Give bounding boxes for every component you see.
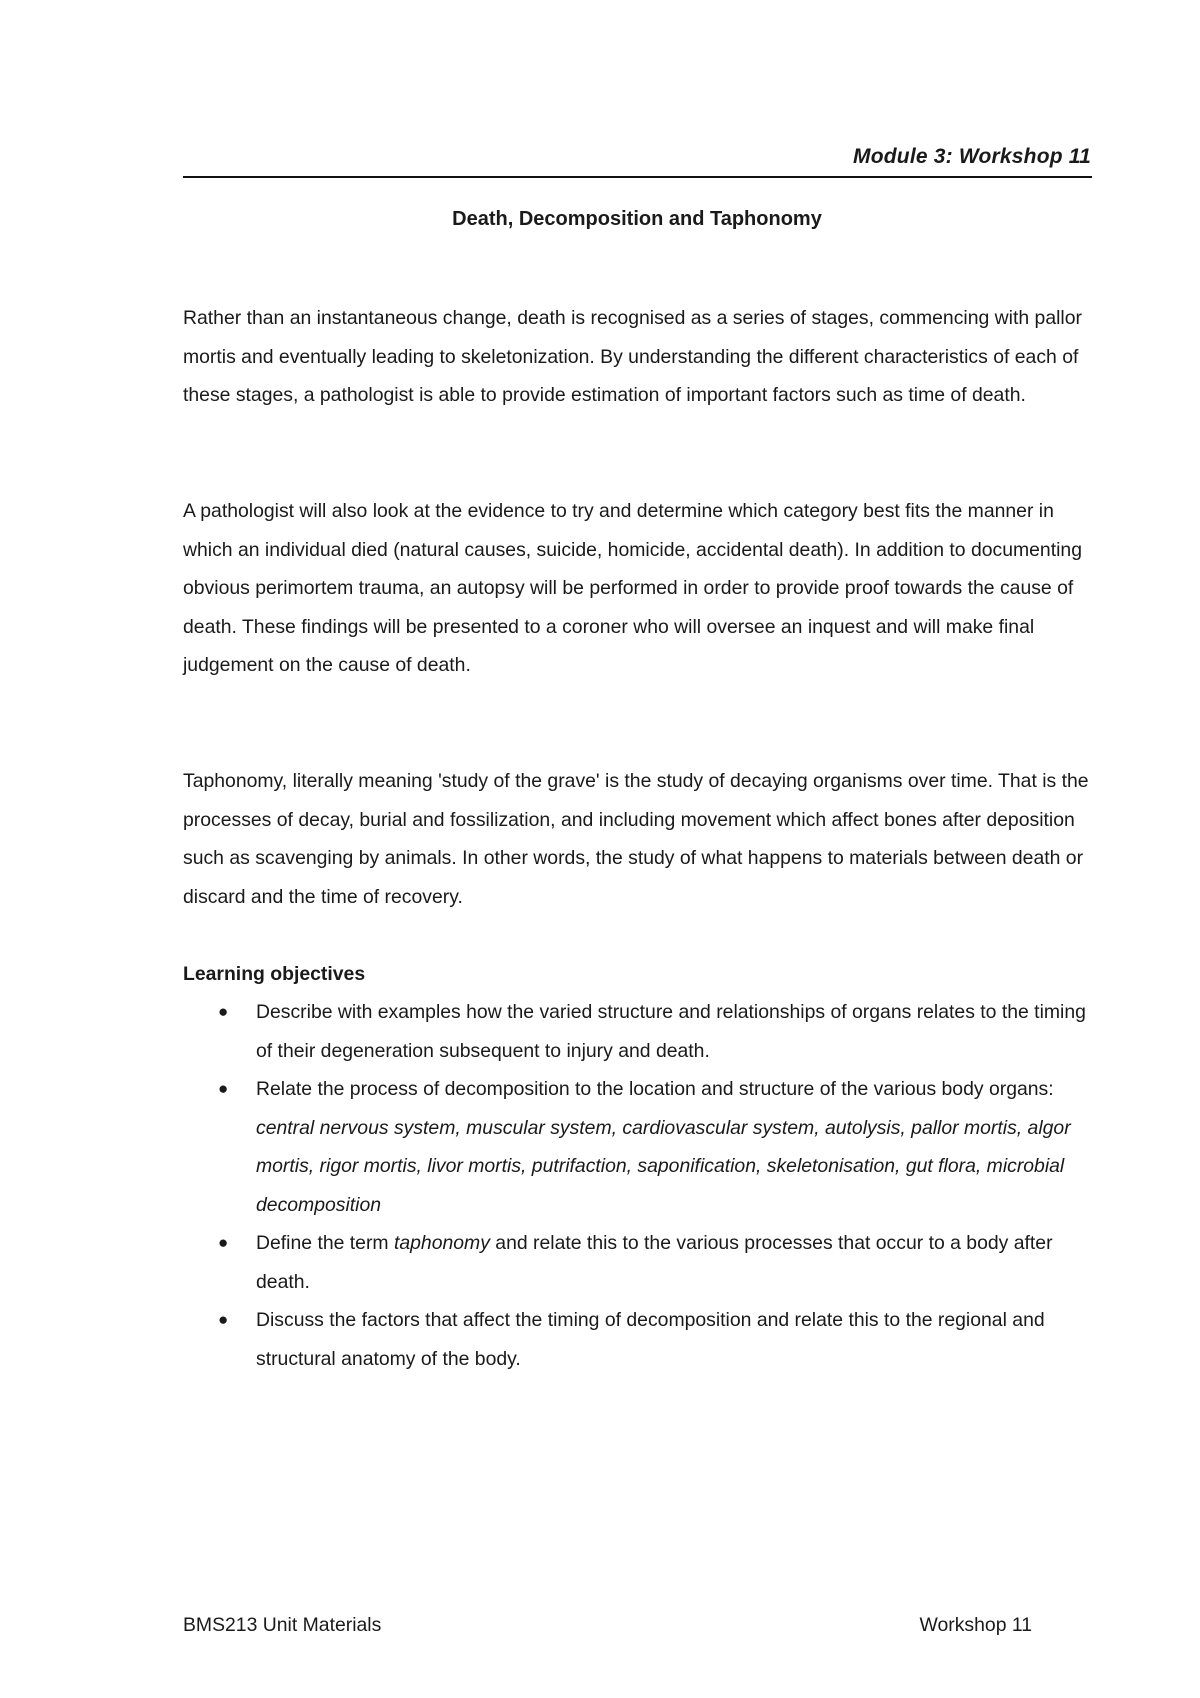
objective-item [183,993,1095,1070]
intro-paragraph: Rather than an instantaneous change, death is recognised as a series of stages, commencing with pallor mortis and eventually leading to skeletonization. By understanding the different characteristics of each of these stages, a pathologist is able to provide estimation of important factors such as time of death. [183,307,1082,406]
taphonomy-paragraph: Taphonomy, literally meaning 'study of the grave' is the study of decaying organisms over time. That is the processes of decay, burial and fossilization, and including movement which affect bones after deposition such as scavenging by animals. In other words, the study of what happens to materials between death or discard and the time of recovery. [183,770,1089,908]
objective-text: and relate this to the various processes that occur to a body after death. [256,1232,1053,1293]
objective-item [183,1070,1095,1224]
footer-workshop: Workshop 11 [919,1614,1032,1636]
bullet-icon: ● [218,1079,229,1098]
objective-item [183,1301,1095,1378]
objective-text: Relate the process of decomposition to the location and structure of the various body organs: [256,1078,1054,1100]
objective-text: Describe with examples how the varied structure and relationships of organs relates to the timing of their degeneration subsequent to injury and death. [256,1001,1086,1062]
page-title: Death, Decomposition and Taphonomy [452,208,822,230]
manner-of-death-paragraph: A pathologist will also look at the evidence to try and determine which category best fits the manner in which an individual died (natural causes, suicide, homicide, accidental death). In addition to documenting obvious perimortem trauma, an autopsy will be performed in order to provide proof towards the cause of death. These findings will be presented to a coroner who will oversee an inquest and will make final judgement on the cause of death. [183,500,1082,676]
module-header: Module 3: Workshop 11 [853,145,1091,168]
objective-term: taphonomy [393,1232,490,1254]
header-divider [183,176,1092,178]
bullet-icon: ● [218,1002,229,1021]
bullet-icon: ● [218,1233,229,1252]
objective-text: Discuss the factors that affect the timing of decomposition and relate this to the regional and structural anatomy of the body. [256,1309,1045,1370]
objective-text: Define the term [256,1232,394,1254]
objective-item [183,1224,1095,1301]
learning-objectives-list [183,993,1095,1378]
learning-objectives-heading: Learning objectives [183,963,366,985]
footer-unit-materials: BMS213 Unit Materials [183,1614,382,1636]
bullet-icon: ● [218,1310,229,1329]
objective-terms: central nervous system, muscular system, cardiovascular system, autolysis, pallor mortis, algor mortis, rigor mortis, livor mortis, putrifaction, saponification, skeletonisation, gut flora, microbial decomposition [256,1116,1071,1216]
